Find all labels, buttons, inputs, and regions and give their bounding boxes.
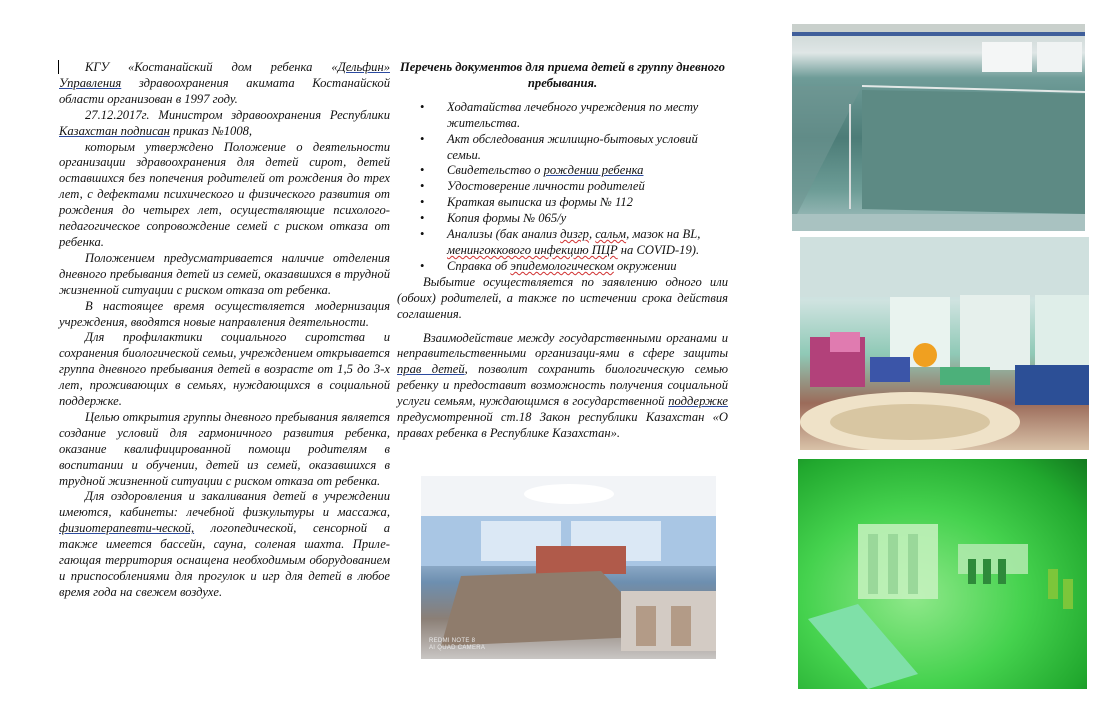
paragraph-prevention: Для профилактики социального сиротства и сохранения биологической семьи, учреждением открывается группа дневного пребывания детей в возрасте от 1,5 до 3-х лет, проживающих в семьях, нуждающихся в социальной поддержке. (59, 330, 390, 409)
paragraph-modernization: В настоящее время осуществляется модернизация учреждения, вводятся новые направления деятельности. (59, 298, 390, 329)
spellcheck-word: менингоккового инфекцию ПЦР (447, 242, 618, 257)
list-item: • Удостоверение личности родителей (447, 179, 728, 195)
salt-room-illustration (798, 459, 1087, 689)
list-item: • Краткая выписка из формы № 112 (447, 195, 728, 211)
link-support[interactable]: поддержке (668, 394, 728, 409)
paragraph-day-department: Положением предусматривается наличие отделения дневного пребывания детей из семей, оказавшихся в трудной жизненной ситуации с риском отказа от ребенка. (59, 250, 390, 297)
group-room-photo (421, 476, 716, 659)
paragraph-discharge: Выбытие осуществляется по заявлению одного или (обоих) родителей, а также по истечении срока действия соглашения. (397, 274, 728, 321)
paragraph-goal: Целью открытия группы дневного пребывания является создание условий для гармоничного развития ребенка, оказание квалифицированной помощи родителям в воспитании и обучении, детей из семей, оказавшихся в трудной жизненной ситуации с риском отказа от ребенка. (59, 409, 390, 488)
group-room-illustration (421, 476, 716, 659)
left-text-column (59, 60, 390, 601)
salt-room-photo (798, 459, 1087, 689)
list-item: • Свидетельство о рождении ребенка (447, 163, 728, 179)
camera-watermark: REDMI NOTE 8 AI QUAD CAMERA (429, 638, 486, 651)
pool-photo (792, 24, 1085, 231)
list-item: • Анализы (бак анализ дизгр, сальм, мазок на BL, менингоккового инфекцию ПЦР на COVID-19). (447, 227, 728, 259)
playroom-illustration (800, 237, 1089, 450)
paragraph-health: Для оздоровления и закаливания детей в учреждении имеются, кабинеты: лечебной физкультуры и массажа, физиотерапевти-ческой, логопедической, сенсорной а также имеется бассейн, сауна, соленая шахта. Приле-гающая территория оснащена необходимым оборудованием и приспособлениями для прогулок и игр для детей в любое время года на свежем воздухе. (59, 489, 390, 599)
link-birth-certificate[interactable]: рождении ребенка (543, 163, 644, 178)
documents-list (397, 100, 728, 275)
spellcheck-word: сальм (595, 227, 627, 242)
right-text-column (397, 60, 728, 442)
link-kazakhstan-signed[interactable]: Казахстан подписан (59, 123, 170, 138)
list-item: • Ходатайства лечебного учреждения по месту жительства. (447, 100, 728, 132)
link-physiotherapy[interactable]: физиотерапевти-ческой, (59, 521, 195, 536)
link-upravleniya[interactable]: Управления (59, 75, 122, 90)
documents-list-title: Перечень документов для приема детей в группу дневного пребывания. (400, 60, 725, 90)
link-children-rights[interactable]: прав детей (397, 362, 465, 377)
list-item: • Справка об эпидемологическом окружении (447, 259, 728, 275)
spellcheck-word: эпидемологическом (510, 258, 614, 273)
paragraph-order: 27.12.2017г. Министром здравоохранения Республики Казахстан подписан приказ №1008, (59, 107, 390, 138)
list-item: • Акт обследования жилищно-бытовых условий семьи. (447, 132, 728, 164)
paragraph-regulation: которым утверждено Положение о деятельности организации здравоохранения для детей сирот, детей оставшихся без попечения родителей от рождения до трех лет, с дефектами психического и физического развития от рождения до четырех лет, осуществляющие психолого-педагогическое сопровождение семей с риском отказа от ребенка. (59, 139, 390, 249)
pool-illustration (792, 24, 1085, 231)
link-delfin[interactable]: Дельфин» (337, 60, 390, 74)
list-item: • Копия формы № 065/у (447, 211, 728, 227)
paragraph-cooperation: Взаимодействие между государственными органами и неправительственными организаци-ями в сфере защиты прав детей, позволит сохранить биологическую семью ребенку и предоставит возможность получения социальной услуги семьям, нуждающимся в государственной поддержке предусмотренной ст.18 Закон республики Казахстан «О правах ребенка в Республике Казахстан». (397, 330, 728, 440)
sensory-playroom-photo (800, 237, 1089, 450)
paragraph-intro: КГУ «Костанайский дом ребенка «Дельфин» Управления здравоохранения акимата Костанайской области организован в 1997 году. (59, 60, 390, 106)
spellcheck-word: дизгр (560, 227, 589, 242)
